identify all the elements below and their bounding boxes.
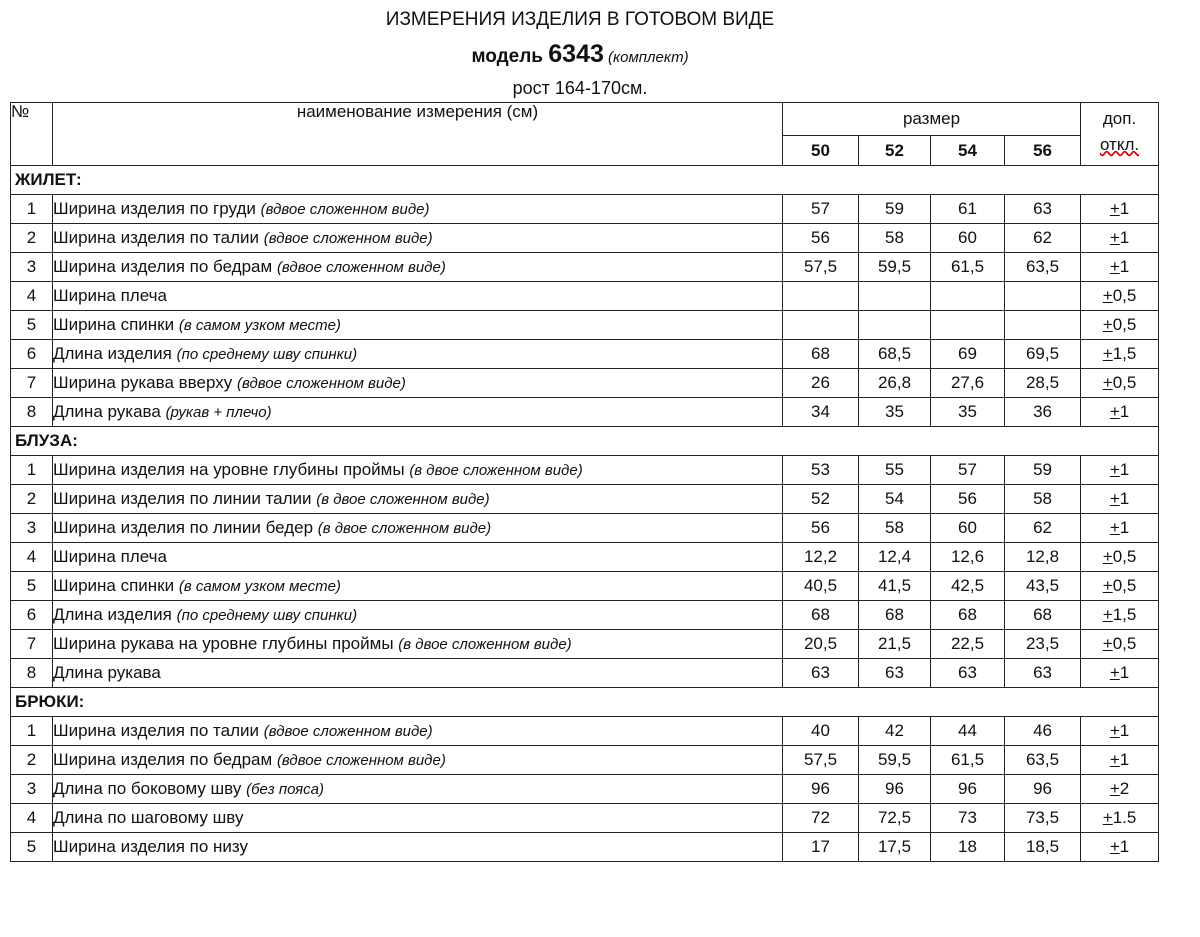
tolerance-cell [1081,543,1159,572]
measurement-name: Ширина плеча [53,546,167,566]
measurement-name-cell [53,282,783,311]
tolerance-sign: + [1102,286,1113,305]
row-number: 8 [11,398,53,427]
table-row [11,485,1159,514]
row-number: 7 [11,369,53,398]
tolerance-value: 1 [1119,663,1130,682]
model-prefix: модель [471,46,549,67]
row-number: 4 [11,804,53,833]
table-row [11,398,1159,427]
size-value: 28,5 [1005,369,1081,398]
tolerance-cell [1081,804,1159,833]
measurement-name: Ширина изделия по талии [53,720,260,740]
size-value: 68 [783,601,859,630]
size-value [783,282,859,311]
model-number: 6343 [548,40,604,68]
measurement-name: Ширина рукава на уровне глубины проймы [53,633,394,653]
tolerance-value: 0,5 [1112,576,1137,595]
table-row [11,456,1159,485]
measurement-name: Длина по шаговому шву [53,807,244,827]
size-value: 40,5 [783,572,859,601]
measurement-name: Ширина рукава вверху [53,372,233,392]
header-measurement-name: наименование измерения (см) [53,103,783,166]
size-value: 12,2 [783,543,859,572]
measurement-note: (по среднему шву спинки) [176,606,358,624]
table-row [11,543,1159,572]
tolerance-value: 0,5 [1112,634,1137,653]
size-value: 43,5 [1005,572,1081,601]
tolerance-cell [1081,485,1159,514]
measurement-name-cell [53,340,783,369]
size-value: 12,8 [1005,543,1081,572]
measurement-name: Ширина изделия по бедрам [53,749,273,769]
measurement-name-cell [53,601,783,630]
tolerance-sign: + [1109,721,1120,740]
tolerance-sign: + [1109,750,1120,769]
size-value: 96 [783,775,859,804]
tolerance-cell [1081,195,1159,224]
size-value: 96 [931,775,1005,804]
measurement-note: (в двое сложенном виде) [398,635,572,653]
size-value: 34 [783,398,859,427]
row-number: 1 [11,717,53,746]
size-value: 73 [931,804,1005,833]
size-value [931,282,1005,311]
row-number: 5 [11,311,53,340]
row-number: 3 [11,253,53,282]
size-value: 68 [859,601,931,630]
size-value: 26 [783,369,859,398]
size-value: 61 [931,195,1005,224]
size-value: 63,5 [1005,253,1081,282]
measurement-name-cell [53,224,783,253]
size-value: 62 [1005,514,1081,543]
size-value: 56 [783,514,859,543]
table-row [11,369,1159,398]
size-value: 17 [783,833,859,862]
row-number: 1 [11,456,53,485]
tolerance-cell [1081,340,1159,369]
tolerance-sign: + [1102,576,1113,595]
measurement-name: Ширина спинки [53,575,175,595]
tolerance-cell [1081,775,1159,804]
measurement-note: (без пояса) [246,780,324,798]
size-value: 68,5 [859,340,931,369]
tolerance-value: 1.5 [1112,808,1137,827]
size-value: 96 [1005,775,1081,804]
size-value: 61,5 [931,253,1005,282]
table-row [11,282,1159,311]
size-value: 52 [783,485,859,514]
tolerance-sign: + [1109,489,1120,508]
row-number: 5 [11,572,53,601]
size-value: 12,6 [931,543,1005,572]
row-number: 2 [11,746,53,775]
document-title: ИЗМЕРЕНИЯ ИЗДЕЛИЯ В ГОТОВОМ ВИДЕ [385,9,775,30]
measurement-note: (в самом узком месте) [178,577,341,595]
tolerance-value: 1,5 [1112,344,1137,363]
measurement-name-cell [53,630,783,659]
size-value: 56 [783,224,859,253]
tolerance-sign: + [1109,663,1120,682]
measurement-name-cell [53,775,783,804]
size-value: 41,5 [859,572,931,601]
size-value: 63 [931,659,1005,688]
row-number: 6 [11,340,53,369]
table-row [11,572,1159,601]
tolerance-value: 0,5 [1112,373,1137,392]
tolerance-value: 1,5 [1112,605,1137,624]
header-size: размер [783,103,1081,136]
size-value: 63 [1005,659,1081,688]
size-value: 57 [931,456,1005,485]
size-value: 58 [859,224,931,253]
tolerance-cell [1081,253,1159,282]
row-number: 8 [11,659,53,688]
measurement-name-cell [53,572,783,601]
size-value: 63 [1005,195,1081,224]
measurement-name: Длина рукава [53,401,161,421]
size-value: 68 [783,340,859,369]
size-value: 21,5 [859,630,931,659]
measurement-name-cell [53,746,783,775]
header-tolerance-line2 [1081,136,1159,166]
section-title: БРЮКИ: [11,688,1159,717]
tolerance-cell [1081,369,1159,398]
tolerance-sign: + [1109,199,1120,218]
size-value: 72,5 [859,804,931,833]
size-value: 36 [1005,398,1081,427]
row-number: 2 [11,485,53,514]
tolerance-value: 1 [1119,228,1130,247]
size-value: 54 [859,485,931,514]
size-value [783,311,859,340]
size-value: 96 [859,775,931,804]
size-value: 20,5 [783,630,859,659]
size-value: 40 [783,717,859,746]
size-value: 59,5 [859,746,931,775]
row-number: 1 [11,195,53,224]
size-value: 61,5 [931,746,1005,775]
size-value: 63 [859,659,931,688]
measurement-name: Длина по боковому шву [53,778,242,798]
size-value: 57 [783,195,859,224]
tolerance-value: 0,5 [1112,547,1137,566]
tolerance-cell [1081,659,1159,688]
measurement-name-cell [53,659,783,688]
measurement-note: (в двое сложенном виде) [317,519,492,537]
section-row [11,427,1159,456]
size-value: 18 [931,833,1005,862]
table-header [11,103,1159,166]
tolerance-value: 1 [1119,837,1130,856]
tolerance-sign: + [1102,373,1113,392]
measurement-name-cell [53,804,783,833]
header-number: № [11,103,53,166]
size-value: 60 [931,224,1005,253]
measurement-note: (вдвое сложенном виде) [236,374,406,392]
height-range: рост 164-170см. [512,78,648,98]
tolerance-sign: + [1102,344,1113,363]
measurement-name: Длина рукава [53,662,161,682]
row-number: 4 [11,282,53,311]
size-value: 68 [931,601,1005,630]
size-value: 23,5 [1005,630,1081,659]
measurement-name: Длина изделия [53,604,172,624]
size-value: 26,8 [859,369,931,398]
size-52: 52 [859,136,931,166]
tolerance-cell [1081,746,1159,775]
measurement-note: (в двое сложенном виде) [316,490,490,508]
tolerance-sign: + [1109,779,1120,798]
measurement-name: Длина изделия [53,343,172,363]
tolerance-cell [1081,311,1159,340]
tolerance-sign: + [1109,460,1120,479]
measurement-name-cell [53,717,783,746]
measurement-note: (вдвое сложенном виде) [276,751,446,769]
row-number: 7 [11,630,53,659]
measurement-name: Ширина изделия на уровне глубины проймы [53,459,405,479]
size-value: 62 [1005,224,1081,253]
measurement-name: Ширина изделия по линии талии [53,488,312,508]
size-value: 63 [783,659,859,688]
tolerance-cell [1081,456,1159,485]
size-value: 59 [1005,456,1081,485]
tolerance-cell [1081,601,1159,630]
size-value: 57,5 [783,253,859,282]
measurement-note: (в самом узком месте) [178,316,341,334]
measurement-name: Ширина плеча [53,285,167,305]
measurement-name: Ширина изделия по линии бедер [53,517,314,537]
size-value: 63,5 [1005,746,1081,775]
size-value: 42,5 [931,572,1005,601]
size-value: 68 [1005,601,1081,630]
measurement-note: (вдвое сложенном виде) [276,258,446,276]
table-row [11,253,1159,282]
tolerance-sign: + [1102,605,1113,624]
row-number: 4 [11,543,53,572]
size-value [859,311,931,340]
row-number: 5 [11,833,53,862]
table-row [11,340,1159,369]
spellcheck-underline: откл. [1099,135,1140,154]
table-row [11,514,1159,543]
size-value: 72 [783,804,859,833]
size-value [859,282,931,311]
size-value: 42 [859,717,931,746]
measurement-name-cell [53,311,783,340]
tolerance-sign: + [1109,402,1120,421]
size-value: 59 [859,195,931,224]
measurement-note: (по среднему шву спинки) [176,345,358,363]
section-title: БЛУЗА: [11,427,1159,456]
table-row [11,195,1159,224]
size-value: 22,5 [931,630,1005,659]
tolerance-cell [1081,833,1159,862]
measurement-name: Ширина изделия по груди [53,198,256,218]
table-body [11,166,1159,862]
table-row [11,630,1159,659]
table-row [11,601,1159,630]
tolerance-sign: + [1102,808,1113,827]
section-title: ЖИЛЕТ: [11,166,1159,195]
size-value: 17,5 [859,833,931,862]
model-note: (комплект) [603,49,689,66]
tolerance-value: 1 [1119,402,1130,421]
size-54: 54 [931,136,1005,166]
table-row [11,833,1159,862]
measurement-name-cell [53,369,783,398]
row-number: 3 [11,775,53,804]
measurement-name-cell [53,398,783,427]
measurement-note: (вдвое сложенном виде) [263,722,433,740]
size-value: 27,6 [931,369,1005,398]
tolerance-value: 1 [1119,460,1130,479]
tolerance-value: 1 [1119,721,1130,740]
tolerance-value: 1 [1119,257,1130,276]
tolerance-cell [1081,514,1159,543]
size-value: 35 [859,398,931,427]
table-row [11,717,1159,746]
tolerance-sign: + [1109,837,1120,856]
measurement-name-cell [53,514,783,543]
table-row [11,311,1159,340]
measurement-name-cell [53,253,783,282]
measurements-table [10,102,1159,862]
size-value: 59,5 [859,253,931,282]
measurement-name-cell [53,195,783,224]
size-value: 53 [783,456,859,485]
size-value: 69 [931,340,1005,369]
measurement-note: (вдвое сложенном виде) [263,229,433,247]
tolerance-cell [1081,572,1159,601]
size-50: 50 [783,136,859,166]
tolerance-value: 1 [1119,518,1130,537]
tolerance-cell [1081,398,1159,427]
size-value: 12,4 [859,543,931,572]
size-value: 35 [931,398,1005,427]
measurement-name: Ширина спинки [53,314,175,334]
tolerance-sign: + [1109,228,1120,247]
tolerance-sign: + [1102,547,1113,566]
size-value: 44 [931,717,1005,746]
table-row [11,746,1159,775]
model-line [0,40,1160,69]
size-value: 18,5 [1005,833,1081,862]
tolerance-sign: + [1102,315,1113,334]
measurement-name: Ширина изделия по талии [53,227,260,247]
row-number: 3 [11,514,53,543]
tolerance-sign: + [1109,518,1120,537]
measurement-name-cell [53,543,783,572]
tolerance-sign: + [1109,257,1120,276]
row-number: 6 [11,601,53,630]
tolerance-value: 1 [1119,199,1130,218]
row-number: 2 [11,224,53,253]
tolerance-sign: + [1102,634,1113,653]
measurement-name-cell [53,833,783,862]
measurement-name-cell [53,485,783,514]
tolerance-value: 1 [1119,489,1130,508]
size-value: 46 [1005,717,1081,746]
size-value: 58 [1005,485,1081,514]
measurement-note: (в двое сложенном виде) [409,461,583,479]
tolerance-cell [1081,224,1159,253]
size-value [1005,311,1081,340]
tolerance-value: 2 [1119,779,1130,798]
measurement-name-cell [53,456,783,485]
size-value: 56 [931,485,1005,514]
measurement-name: Ширина изделия по низу [53,836,249,856]
table-row [11,775,1159,804]
size-value: 60 [931,514,1005,543]
table-row [11,804,1159,833]
size-value: 73,5 [1005,804,1081,833]
measurement-name: Ширина изделия по бедрам [53,256,273,276]
size-value: 58 [859,514,931,543]
size-value: 69,5 [1005,340,1081,369]
measurement-note: (вдвое сложенном виде) [260,200,430,218]
tolerance-value: 1 [1119,750,1130,769]
size-value [1005,282,1081,311]
tolerance-value: 0,5 [1112,315,1137,334]
measurement-note: (рукав + плечо) [165,403,272,421]
size-value: 57,5 [783,746,859,775]
size-56: 56 [1005,136,1081,166]
size-value: 55 [859,456,931,485]
section-row [11,688,1159,717]
table-row [11,659,1159,688]
tolerance-cell [1081,282,1159,311]
tolerance-cell [1081,717,1159,746]
table-row [11,224,1159,253]
header-tolerance: доп. [1081,103,1159,136]
tolerance-cell [1081,630,1159,659]
size-value [931,311,1005,340]
tolerance-value: 0,5 [1112,286,1137,305]
section-row [11,166,1159,195]
